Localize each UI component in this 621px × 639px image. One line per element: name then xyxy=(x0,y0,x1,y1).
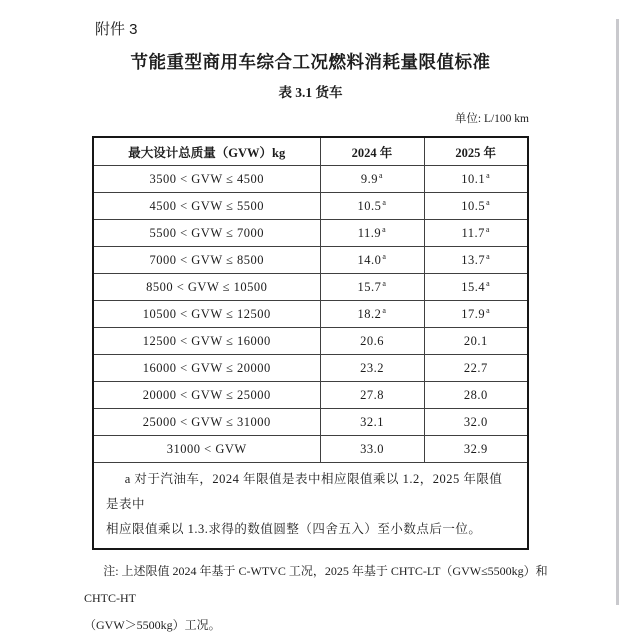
cell-gvw-range: 10500 < GVW ≤ 12500 xyxy=(93,301,320,328)
footnote-marker: a xyxy=(382,305,387,315)
cell-limit-2024: 23.2 xyxy=(320,355,424,382)
cell-limit-2024: 9.9$^a$ xyxy=(320,166,424,193)
table-row xyxy=(93,220,528,247)
cell-limit-2025: 22.7 xyxy=(424,355,528,382)
note-line-1: 注: 上述限值 2024 年基于 C-WTVC 工况，2025 年基于 CHTC-LT（GVW≤5500kg）和 CHTC-HT xyxy=(84,564,548,605)
footnote-marker: a xyxy=(485,224,490,234)
header-row xyxy=(93,137,528,166)
footnote-row xyxy=(93,463,528,550)
footnote-marker: a xyxy=(486,251,491,261)
document-page xyxy=(0,19,621,632)
cell-limit-2025: 20.1 xyxy=(424,328,528,355)
footnote-marker: a xyxy=(382,197,387,207)
table-row xyxy=(93,355,528,382)
footnote-marker: a xyxy=(382,251,387,261)
table-body xyxy=(93,166,528,463)
cell-gvw-range: 8500 < GVW ≤ 10500 xyxy=(93,274,320,301)
table-row xyxy=(93,166,528,193)
footnote-marker: a xyxy=(486,278,491,288)
cell-gvw-range: 5500 < GVW ≤ 7000 xyxy=(93,220,320,247)
footnote-marker: a xyxy=(379,170,384,180)
cell-limit-2024: 18.2$^a$ xyxy=(320,301,424,328)
cell-limit-2025: 10.5$^a$ xyxy=(424,193,528,220)
footnote-line-1: a 对于汽油车，2024 年限值是表中相应限值乘以 1.2，2025 年限值是表中 xyxy=(106,472,503,511)
page-edge-divider xyxy=(616,19,619,605)
table-row xyxy=(93,247,528,274)
cell-limit-2025: 32.0 xyxy=(424,409,528,436)
table-note xyxy=(84,558,556,639)
cell-gvw-range: 20000 < GVW ≤ 25000 xyxy=(93,382,320,409)
col-header-gvw: 最大设计总质量（GVW）kg xyxy=(93,137,320,166)
footnote-line-2: 相应限值乘以 1.3.求得的数值圆整（四舍五入）至小数点后一位。 xyxy=(106,522,482,536)
table-row xyxy=(93,382,528,409)
cell-limit-2024: 32.1 xyxy=(320,409,424,436)
cell-limit-2025: 10.1$^a$ xyxy=(424,166,528,193)
cell-gvw-range: 12500 < GVW ≤ 16000 xyxy=(93,328,320,355)
footnote-marker: a xyxy=(486,197,491,207)
fuel-limits-table xyxy=(92,136,529,550)
cell-limit-2025: 32.9 xyxy=(424,436,528,463)
cell-limit-2024: 20.6 xyxy=(320,328,424,355)
cell-limit-2024: 11.9$^a$ xyxy=(320,220,424,247)
cell-gvw-range: 4500 < GVW ≤ 5500 xyxy=(93,193,320,220)
table-row xyxy=(93,436,528,463)
col-header-2025: 2025 年 xyxy=(424,137,528,166)
cell-limit-2024: 14.0$^a$ xyxy=(320,247,424,274)
cell-limit-2024: 27.8 xyxy=(320,382,424,409)
cell-gvw-range: 7000 < GVW ≤ 8500 xyxy=(93,247,320,274)
cell-gvw-range: 25000 < GVW ≤ 31000 xyxy=(93,409,320,436)
table-row xyxy=(93,193,528,220)
unit-label: 单位: L/100 km xyxy=(454,113,529,125)
footnote-marker: a xyxy=(486,305,491,315)
note-line-2: （GVW＞5500kg）工况。 xyxy=(84,618,221,632)
table-caption: 表 3.1 货车 xyxy=(278,85,343,100)
cell-limit-2025: 11.7$^a$ xyxy=(424,220,528,247)
col-header-2024: 2024 年 xyxy=(320,137,424,166)
table-row xyxy=(93,274,528,301)
cell-gvw-range: 3500 < GVW ≤ 4500 xyxy=(93,166,320,193)
cell-limit-2024: 15.7$^a$ xyxy=(320,274,424,301)
cell-limit-2025: 13.7$^a$ xyxy=(424,247,528,274)
footnote-marker: a xyxy=(382,224,387,234)
footnote-marker: a xyxy=(486,170,491,180)
cell-limit-2025: 17.9$^a$ xyxy=(424,301,528,328)
document-title: 节能重型商用车综合工况燃料消耗量限值标准 xyxy=(130,52,491,72)
table-row xyxy=(93,409,528,436)
attachment-label: 附件 3 xyxy=(95,21,138,38)
table-row xyxy=(93,328,528,355)
cell-limit-2025: 15.4$^a$ xyxy=(424,274,528,301)
cell-limit-2024: 10.5$^a$ xyxy=(320,193,424,220)
cell-limit-2025: 28.0 xyxy=(424,382,528,409)
cell-gvw-range: 31000 < GVW xyxy=(93,436,320,463)
footnote-marker: a xyxy=(382,278,387,288)
table-row xyxy=(93,301,528,328)
footnote-cell xyxy=(93,463,528,550)
cell-gvw-range: 16000 < GVW ≤ 20000 xyxy=(93,355,320,382)
cell-limit-2024: 33.0 xyxy=(320,436,424,463)
